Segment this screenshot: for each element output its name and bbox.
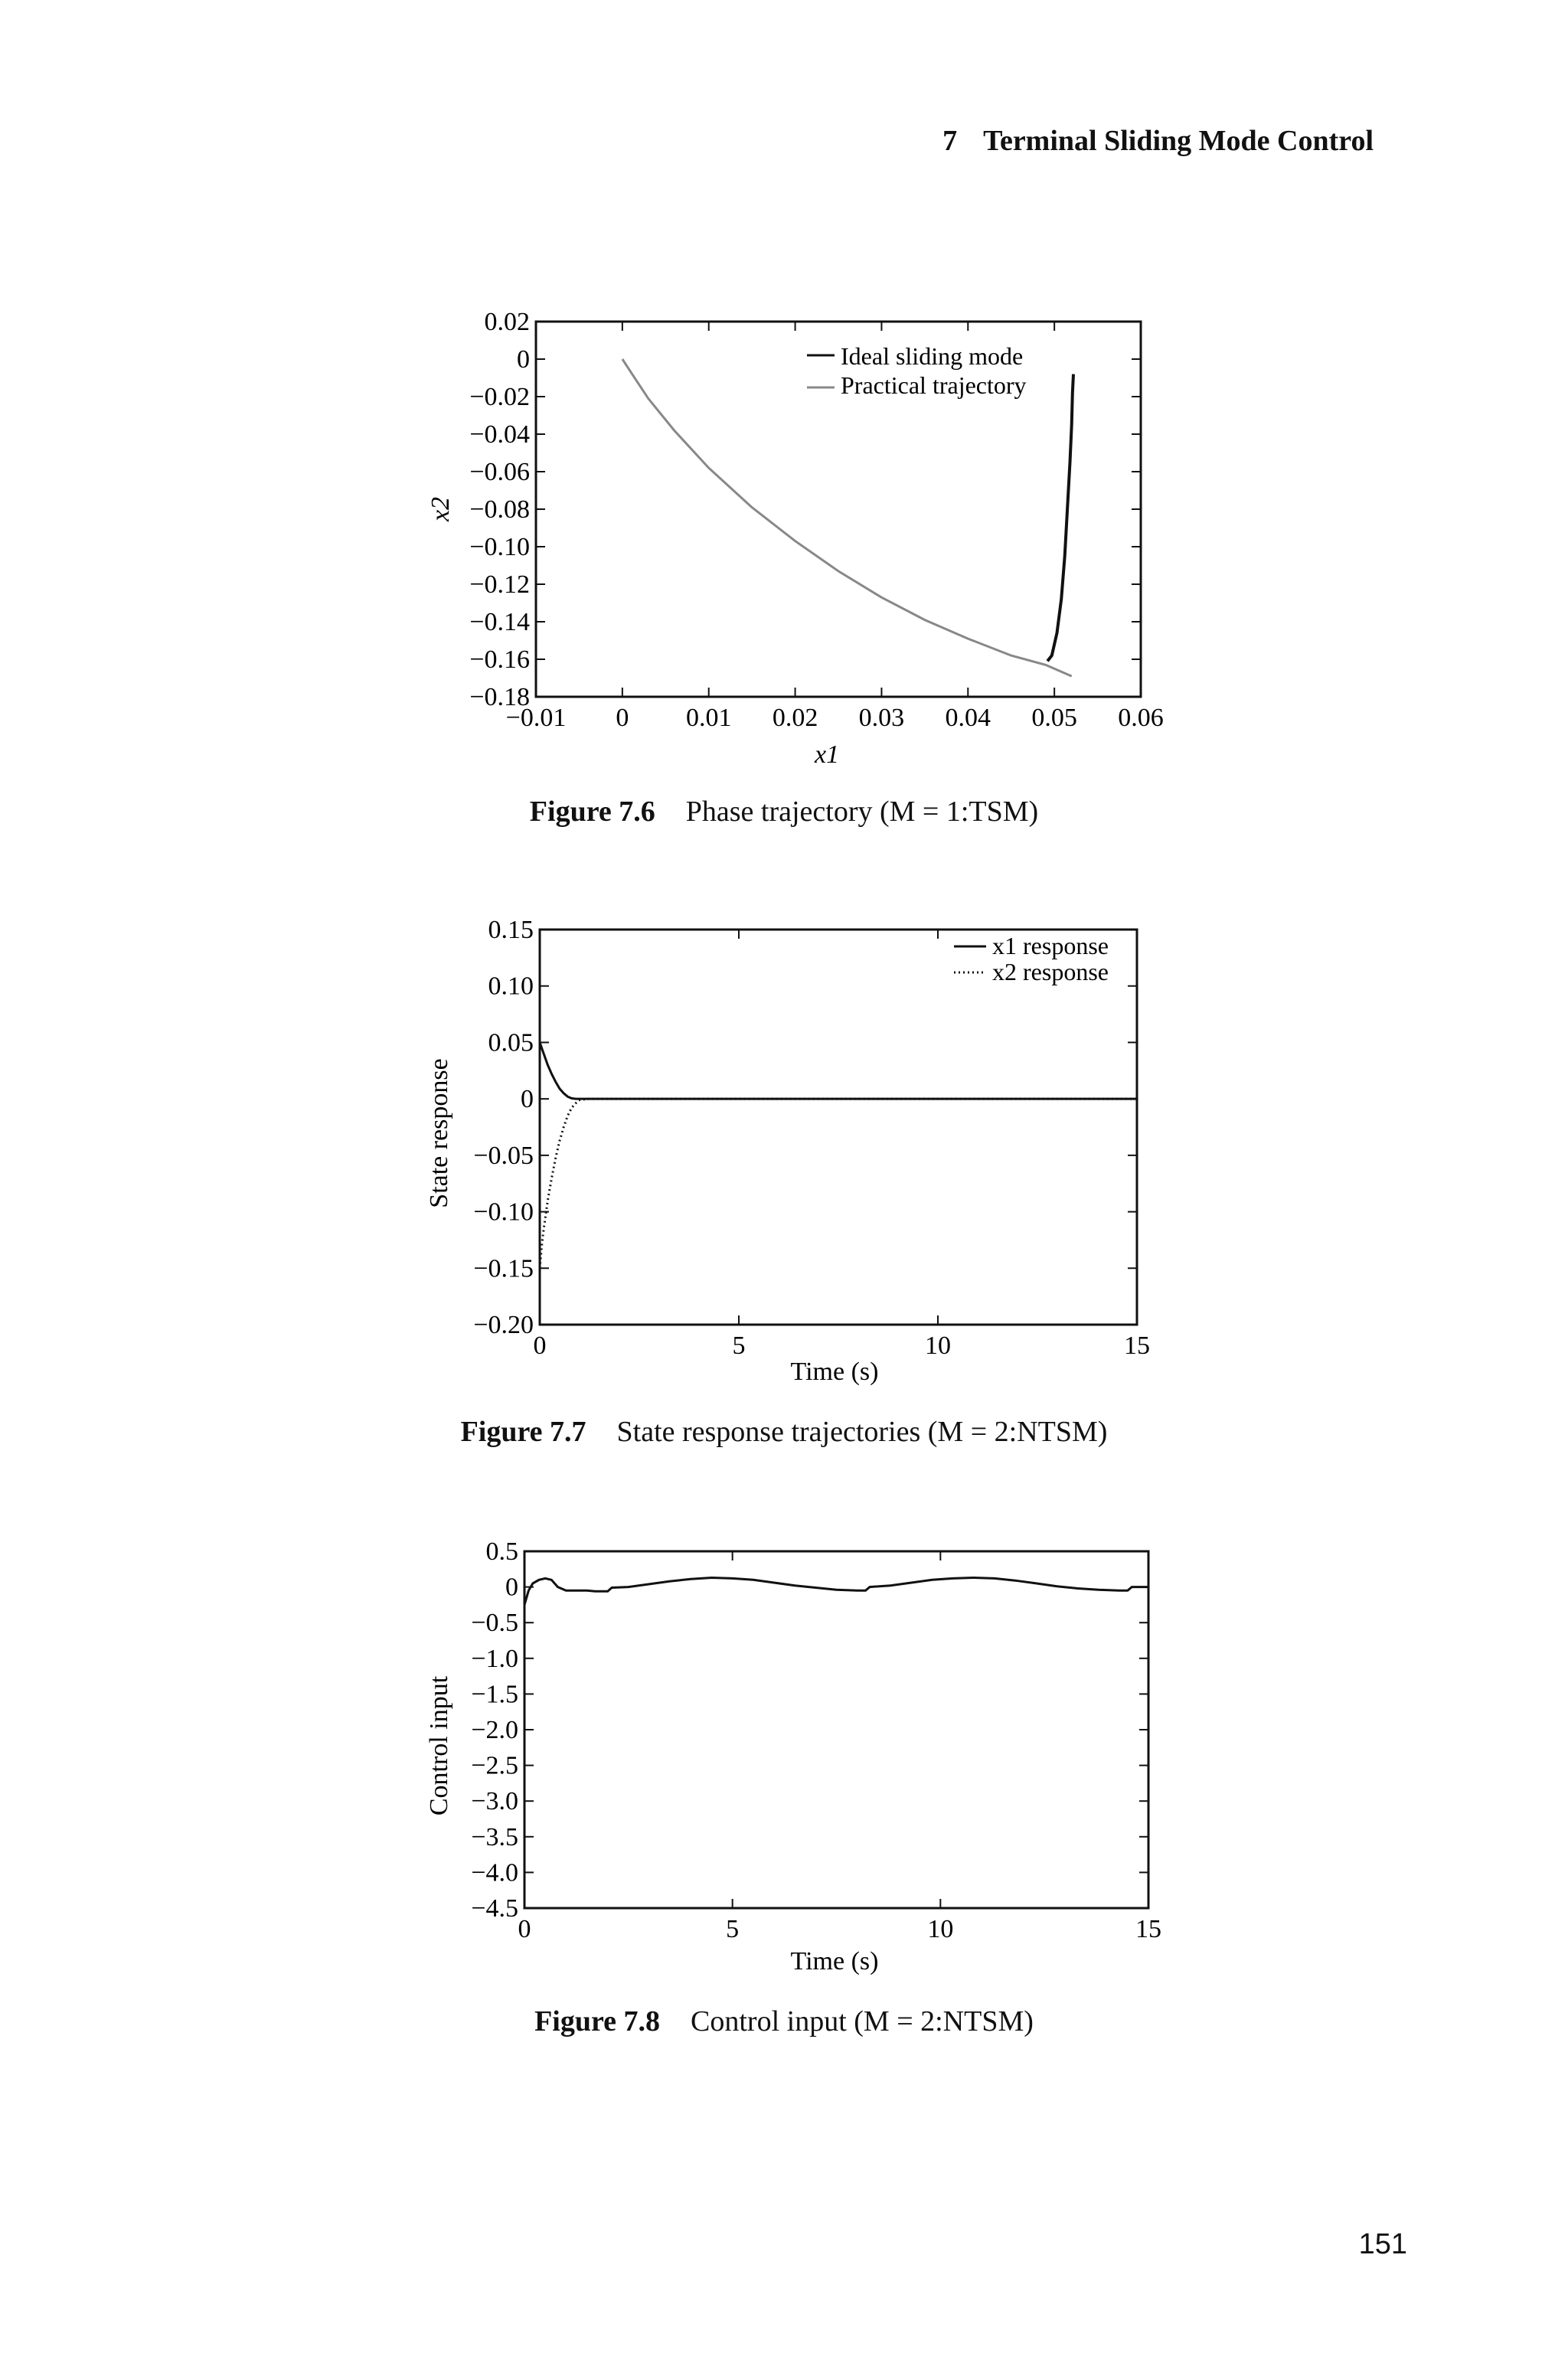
x-axis-label: x1 xyxy=(814,740,840,769)
x-tick-label: 0 xyxy=(518,1915,531,1943)
y-tick-label: 0.15 xyxy=(488,916,534,944)
phase-trajectory-chart xyxy=(421,306,1171,781)
y-tick-label: −0.08 xyxy=(469,495,530,524)
y-tick-labels xyxy=(471,1538,518,1923)
plot-frame xyxy=(540,930,1137,1325)
state-response-chart xyxy=(421,911,1171,1394)
figure-7-7-caption xyxy=(0,1415,1568,1449)
chapter-number: 7 xyxy=(942,125,958,157)
y-axis-label: Control input xyxy=(425,1675,453,1816)
legend-label-ideal: Ideal sliding mode xyxy=(841,342,1024,370)
y-tick-label: −0.18 xyxy=(469,683,530,711)
x-tick-label: 15 xyxy=(1124,1332,1150,1360)
series-line-2 xyxy=(622,359,1072,676)
x-tick-label: 0.01 xyxy=(685,704,732,732)
y-tick-label: 0.5 xyxy=(485,1538,518,1566)
legend-label-x2: x2 response xyxy=(992,958,1109,985)
tick-marks xyxy=(540,930,1137,1325)
series-group xyxy=(540,1042,1137,1268)
x-tick-label: 5 xyxy=(732,1332,746,1360)
y-tick-label: −0.02 xyxy=(469,383,530,411)
caption-text: State response trajectories (M = 2:NTSM) xyxy=(616,1416,1108,1448)
plot-frame xyxy=(536,322,1141,697)
y-tick-label: −0.14 xyxy=(469,608,530,636)
y-tick-label: 0 xyxy=(505,1573,518,1602)
series-group xyxy=(622,359,1073,676)
legend-label-practical: Practical trajectory xyxy=(841,371,1027,399)
series-group xyxy=(524,1578,1148,1605)
caption-text: Control input (M = 2:NTSM) xyxy=(691,2005,1034,2038)
y-tick-label: −0.20 xyxy=(473,1311,534,1339)
caption-text: Phase trajectory (M = 1:TSM) xyxy=(685,796,1039,828)
y-tick-label: 0.10 xyxy=(488,972,534,1001)
legend-label-x1: x1 response xyxy=(992,932,1109,959)
series-line-1 xyxy=(540,1042,1137,1099)
y-tick-label: 0 xyxy=(521,1085,534,1114)
y-tick-label: −3.0 xyxy=(471,1787,518,1816)
x-tick-label: 0.02 xyxy=(772,704,818,732)
figure-7-8 xyxy=(421,1531,1171,1991)
series-line-2 xyxy=(540,1099,1137,1268)
x-tick-label: −0.01 xyxy=(505,704,567,732)
y-tick-label: −2.5 xyxy=(471,1751,518,1780)
x-axis-label: Time (s) xyxy=(790,1947,879,1975)
x-axis-label: Time (s) xyxy=(790,1358,879,1386)
x-tick-label: 0 xyxy=(616,704,629,732)
x-tick-label: 0.04 xyxy=(945,704,991,732)
x-tick-label: 5 xyxy=(726,1915,740,1943)
figure-7-6 xyxy=(421,306,1171,781)
y-tick-label: −0.16 xyxy=(469,645,530,674)
y-tick-label: 0.02 xyxy=(484,308,530,336)
y-tick-label: −0.10 xyxy=(473,1198,534,1227)
y-tick-label: −0.05 xyxy=(473,1141,534,1170)
y-axis-label: State response xyxy=(425,1058,453,1208)
x-tick-label: 15 xyxy=(1135,1915,1161,1943)
y-axis-label: x2 xyxy=(426,496,455,522)
control-input-chart xyxy=(421,1531,1171,1991)
figure-7-6-caption xyxy=(0,795,1568,828)
x-tick-label: 0.05 xyxy=(1031,704,1077,732)
running-head xyxy=(942,124,1374,158)
x-tick-label: 0 xyxy=(533,1332,547,1360)
chapter-title: Terminal Sliding Mode Control xyxy=(983,125,1374,157)
x-tick-labels xyxy=(534,1332,1151,1360)
x-tick-label: 0.06 xyxy=(1118,704,1164,732)
y-tick-label: −1.5 xyxy=(471,1680,518,1709)
legend xyxy=(807,342,1027,399)
y-tick-label: −0.12 xyxy=(469,570,530,599)
plot-frame xyxy=(524,1551,1148,1908)
figure-7-8-caption xyxy=(0,2005,1568,2038)
legend xyxy=(954,932,1109,985)
x-tick-label: 0.03 xyxy=(858,704,905,732)
y-tick-label: −0.04 xyxy=(469,420,530,449)
y-tick-label: −2.0 xyxy=(471,1716,518,1744)
y-tick-label: −0.10 xyxy=(469,533,530,561)
x-tick-labels xyxy=(518,1915,1162,1943)
x-tick-label: 10 xyxy=(925,1332,951,1360)
figure-label: Figure 7.8 xyxy=(534,2005,661,2038)
y-tick-label: −3.5 xyxy=(471,1822,518,1851)
x-tick-labels xyxy=(506,704,1164,732)
series-line-1 xyxy=(1047,374,1073,662)
y-tick-label: −0.15 xyxy=(473,1254,534,1283)
figure-label: Figure 7.7 xyxy=(460,1416,586,1448)
y-tick-label: 0 xyxy=(517,345,530,374)
y-tick-label: −1.0 xyxy=(471,1644,518,1673)
y-tick-label: −4.5 xyxy=(471,1894,518,1923)
tick-marks xyxy=(536,322,1141,697)
y-tick-labels xyxy=(469,308,530,711)
y-tick-labels xyxy=(473,916,534,1339)
y-tick-label: 0.05 xyxy=(488,1028,534,1057)
figure-7-7 xyxy=(421,911,1171,1394)
tick-marks xyxy=(524,1551,1148,1908)
x-tick-label: 10 xyxy=(927,1915,954,1943)
figure-label: Figure 7.6 xyxy=(529,796,655,828)
y-tick-label: −4.0 xyxy=(471,1858,518,1887)
y-tick-label: −0.5 xyxy=(471,1609,518,1638)
y-tick-label: −0.06 xyxy=(469,458,530,486)
series-line-1 xyxy=(524,1578,1148,1605)
page-number: 151 xyxy=(1358,2228,1407,2260)
